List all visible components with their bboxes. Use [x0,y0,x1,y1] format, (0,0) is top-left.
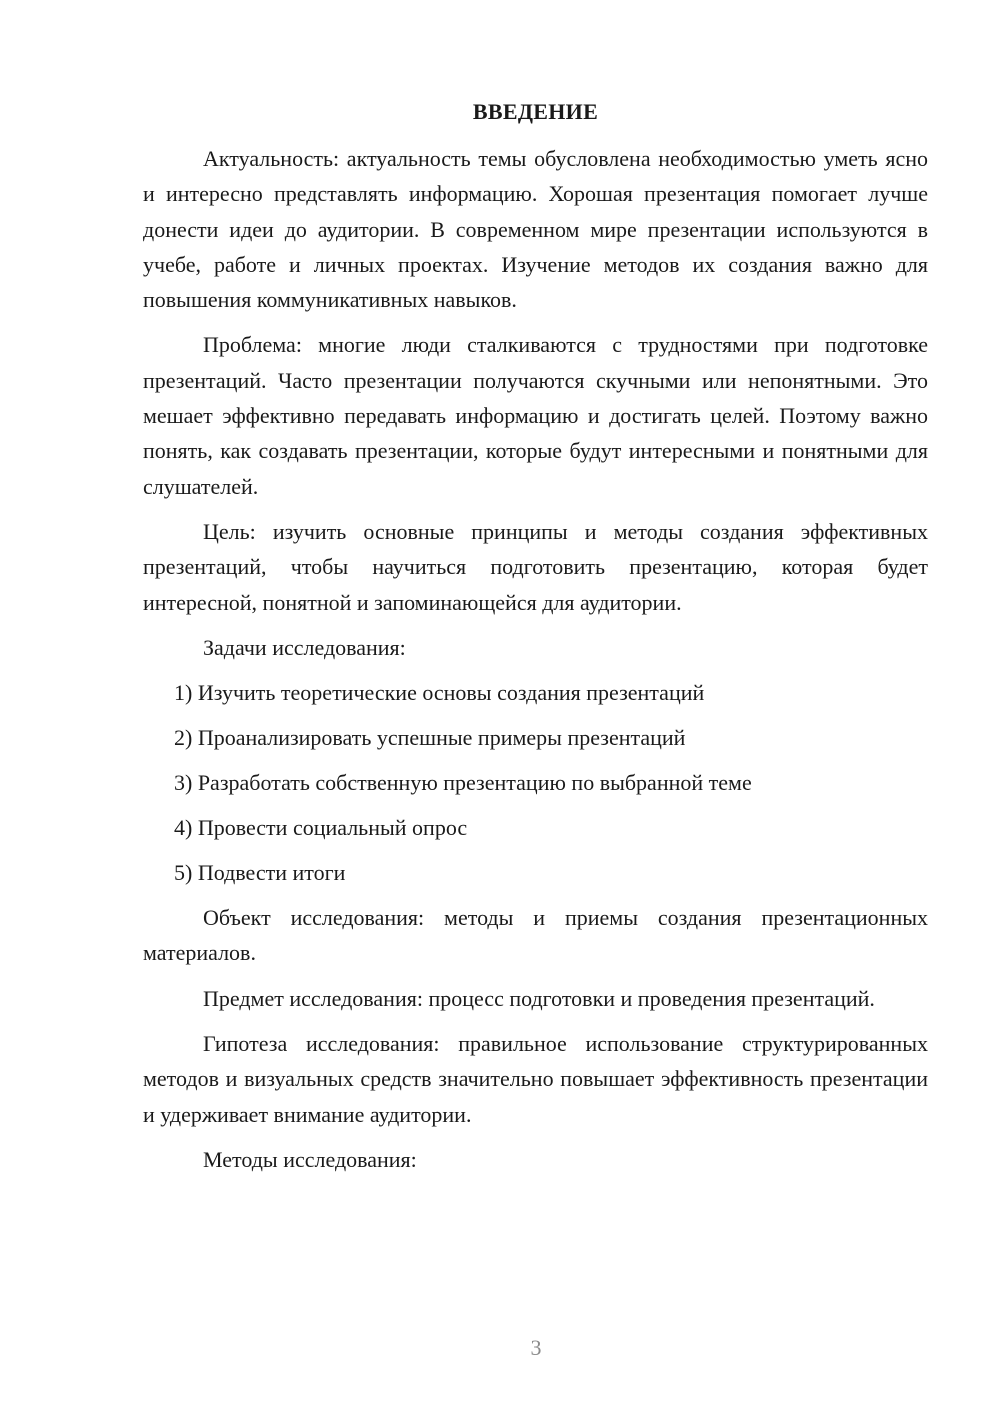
task-item: 1) Изучить теоретические основы создания презентаций [174,680,705,706]
hypothesis-paragraph: Гипотеза исследования: правильное использование структурированных методов и визуальных средств значительно повышает эффективность презентации и удерживает внимание аудитории. [143,1031,928,1127]
task-item: 3) Разработать собственную презентацию по выбранной теме [174,770,752,796]
section-title: ВВЕДЕНИЕ [472,99,599,124]
goal-paragraph: Цель: изучить основные принципы и методы создания эффективных презентаций, чтобы научиться подготовить презентацию, которая будет интересной, понятной и запоминающейся для аудитории. [143,518,928,615]
tasks-list [143,675,928,890]
task-item: 2) Проанализировать успешные примеры презентаций [174,725,686,751]
page-number: 3 [530,1335,542,1360]
relevance-paragraph: Актуальность: актуальность темы обусловлена необходимостью уметь ясно и интересно представлять информацию. Хорошая презентация помогает лучше донести идеи до аудитории. В современном мире презентации используются в учебе, работе и личных проектах. Изучение методов их создания важно для повышения коммуникативных навыков. [143,146,928,313]
problem-paragraph: Проблема: многие люди сталкиваются с трудностями при подготовке презентаций. Часто презентации получаются скучными или непонятными. Это мешает эффективно передавать информацию и достигать целей. Поэтому важно понять, как создавать презентации, которые будут интересными и понятными для слушателей. [143,332,928,499]
task-item: 4) Провести социальный опрос [174,815,468,841]
tasks-heading: Задачи исследования: [203,634,406,660]
object-paragraph: Объект исследования: методы и приемы создания презентационных материалов. [143,905,928,966]
task-item: 5) Подвести итоги [174,860,346,886]
methods-heading: Методы исследования: [203,1146,417,1172]
page-content [143,94,928,1177]
subject-paragraph: Предмет исследования: процесс подготовки и проведения презентаций. [203,985,875,1011]
